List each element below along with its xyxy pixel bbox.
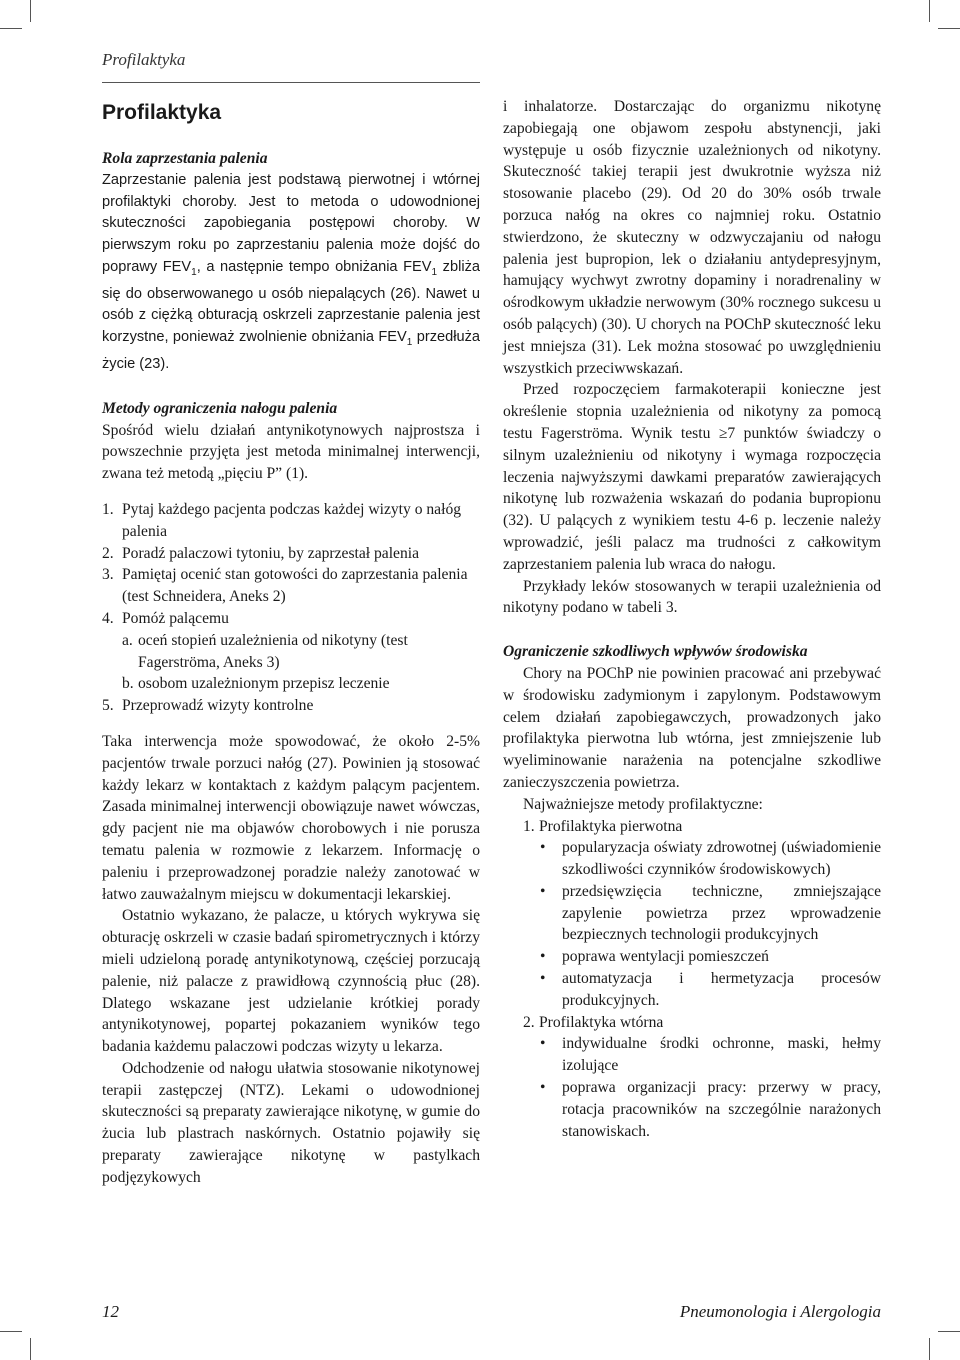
page-title: Profilaktyka xyxy=(102,101,222,124)
crop-mark xyxy=(938,28,960,29)
section-heading-limiting-smoking: Metody ograniczenia nałogu palenia xyxy=(102,399,338,417)
bullet-item: • poprawa wentylacji pomieszczeń xyxy=(540,948,769,966)
running-head: Profilaktyka xyxy=(102,50,186,69)
bullet-item: • automatyzacja i hermetyzacja procesów produkcyjnych. xyxy=(540,970,881,1009)
list-item: 1. Profilaktyka pierwotna xyxy=(523,817,683,835)
section-paragraph: Chory na POChP nie powinien pracować ani przebywać w środowisku zadymionym i zapylonym. Podstawowym celem działań zapobiegawczych, prowadzonych jako profilaktyka pierwotna lub wtórna, jest zmniejszenie lub wyeliminowanie narażenia na potencjalne szkodliwe zanieczyszczenia powietrza. xyxy=(503,664,881,791)
list-subitem: a. oceń stopień uzależnienia od nikotyny (test Fagerströma, Aneks 3) xyxy=(122,631,408,671)
header-rule xyxy=(102,82,480,83)
list-item: 1. Pytaj każdego pacjenta podczas każdej wizyty o nałóg palenia xyxy=(102,500,462,540)
section-heading-smoking-cessation: Rola zaprzestania palenia xyxy=(102,150,268,167)
section-paragraph: Ostatnio wykazano, że palacze, u których wykrywa się obturację oskrzeli w czasie badań spirometrycznych i którzy mieli udzieloną poradę antynikotynową, częściej porzucają palenie, niż palacze z prawidłową czynnością płuc (28). Dlatego wskazane jest udzielanie krótkiej porady antynikotynowej, popartej pokazaniem wyników tego badania każdemu palaczowi podczas wizyty u lekarza. xyxy=(102,907,480,1056)
section-heading-environment: Ograniczenie szkodliwych wpływów środowiska xyxy=(503,643,808,661)
crop-mark xyxy=(30,1338,31,1360)
list-item: 4. Pomóż palącemu xyxy=(102,609,229,627)
prevention-list xyxy=(503,1012,881,1034)
bullet-item: • przedsięwzięcia techniczne, zmniejszające zapylenie powietrza przez wprowadzenie bezpiecznych technologii produkcyjnych xyxy=(540,882,881,944)
crop-mark xyxy=(0,1331,22,1332)
crop-mark xyxy=(929,0,930,22)
crop-mark xyxy=(30,0,31,22)
right-column xyxy=(503,96,881,1142)
crop-mark xyxy=(0,28,22,29)
list-subitem: b. osobom uzależnionym przepisz leczenie xyxy=(122,675,390,693)
prevention-list xyxy=(503,816,881,838)
page-number: 12 xyxy=(102,1302,119,1321)
list-item: 5. Przeprowadź wizyty kontrolne xyxy=(102,697,314,715)
list-item: 2. Profilaktyka wtórna xyxy=(523,1013,664,1031)
five-p-list xyxy=(102,499,480,717)
section-paragraph: Spośród wielu działań antynikotynowych najprostsza i powszechnie przyjęta jest metoda minimalnej interwencji, zwana też metodą „pięciu P” (1). xyxy=(102,421,480,483)
bullet-item: • indywidualne środki ochronne, maski, hełmy izolujące xyxy=(540,1035,881,1075)
section-paragraph: i inhalatorze. Dostarczając do organizmu nikotynę zapobiegają one objawom zespołu abstynencji, jaki występuje u osób fizycznie uzależnionych od nikotyny. Skuteczność takiej terapii jest dwukrotnie wyższa niż stosowanie placebo (29). Od 20 do 30% osób trwale porzuca nałóg na okres co najmniej roku. Ostatnio stwierdzono, że skuteczny w odzwyczajaniu od nałogu palenia jest bupropion, lek o działaniu antydepresyjnym, hamujący wychwyt zwrotny dopaminy i noradrenaliny w ośrodkowym układzie nerwowym (30% rocznego sukcesu u osób palących) (30). U chorych na POChP skuteczność leku jest mniejsza (31). Lek można stosować po uwzględnieniu wszystkich przeciwwskazań. xyxy=(503,98,881,377)
bullet-item: • popularyzacja oświaty zdrowotnej (uświadomienie szkodliwości czynników środowiskowych) xyxy=(540,839,881,879)
list-item: 3. Pamiętaj ocenić stan gotowości do zaprzestania palenia (test Schneidera, Aneks 2) xyxy=(102,566,468,606)
journal-name: Pneumonologia i Alergologia xyxy=(679,1302,881,1321)
primary-prevention-bullets xyxy=(503,837,881,1011)
section-paragraph: Taka interwencja może spowodować, że około 2-5% pacjentów trwale porzuci nałóg (27). Powinien ją stosować każdy lekarz w kontaktach z każdym palącym pacjentem. Zasada minimalnej interwencji obowiązuje nawet wówczas, gdy pacjent nie ma objawów chorobowych i nie porusza tematu palenia w rozmowie z lekarzem. Informację o paleniu i przeprowadzonej poradzie należy zanotować w łatwo zauważalnym miejscu w dokumentacji lekarskiej. xyxy=(102,732,480,903)
section-paragraph: Przykłady leków stosowanych w terapii uzależnienia od nikotyny podano w tabeli 3. xyxy=(503,577,881,617)
section-paragraph: Przed rozpoczęciem farmakoterapii konieczne jest określenie stopnia uzależnienia od nikotyny za pomocą testu Fagerströma. Wynik testu ≥7 punktów świadczy o silnym uzależnieniu od nikotyny i wymaga rozpoczęcia leczenia najwyższymi dawkami preparatów zawierających nikotynę lub rozważenia wskazań do podania bupropionu (32). U palących z wynikiem testu 4-6 p. leczenie należy wprowadzić, jeśli palacz ma trudności z całkowitym zaprzestaniem palenia lub wraca do nałogu. xyxy=(503,381,881,573)
list-item: 2. Poradź palaczowi tytoniu, by zaprzestał palenia xyxy=(102,544,420,562)
methods-intro: Najważniejsze metody profilaktyczne: xyxy=(523,795,763,813)
section-paragraph: Zaprzestanie palenia jest podstawą pierwotnej i wtórnej profilaktyki choroby. Jest to metoda o udowodnionej skuteczności zapobiegania postępowi choroby. W pierwszym roku po zaprzestaniu palenia może dojść do poprawy $FEV_1$, a następnie tempo obniżania $FEV_1$ zbliża się do obserwowanego u osób niepalących (26). Nawet u osób z ciężką obturacją oskrzeli zaprzestanie palenia jest korzystne, ponieważ zwolnienie obniżania $FEV_1$ przedłuża życie (23). xyxy=(102,171,481,372)
left-column xyxy=(102,96,480,1189)
section-paragraph: Odchodzenie od nałogu ułatwia stosowanie nikotynowej terapii zastępczej (NTZ). Lekami o udowodnionej skuteczności są preparaty zawierające nikotynę, w gumie do żucia lub plastrach naskórnych. Ostatnio pojawiły się preparaty zawierające nikotynę w pastylkach podjęzykowych xyxy=(102,1059,480,1186)
crop-mark xyxy=(938,1331,960,1332)
crop-mark xyxy=(929,1338,930,1360)
bullet-item: • poprawa organizacji pracy: przerwy w pracy, rotacja pracowników na szczególnie narażonych stanowiskach. xyxy=(540,1079,881,1140)
secondary-prevention-bullets xyxy=(503,1033,881,1142)
